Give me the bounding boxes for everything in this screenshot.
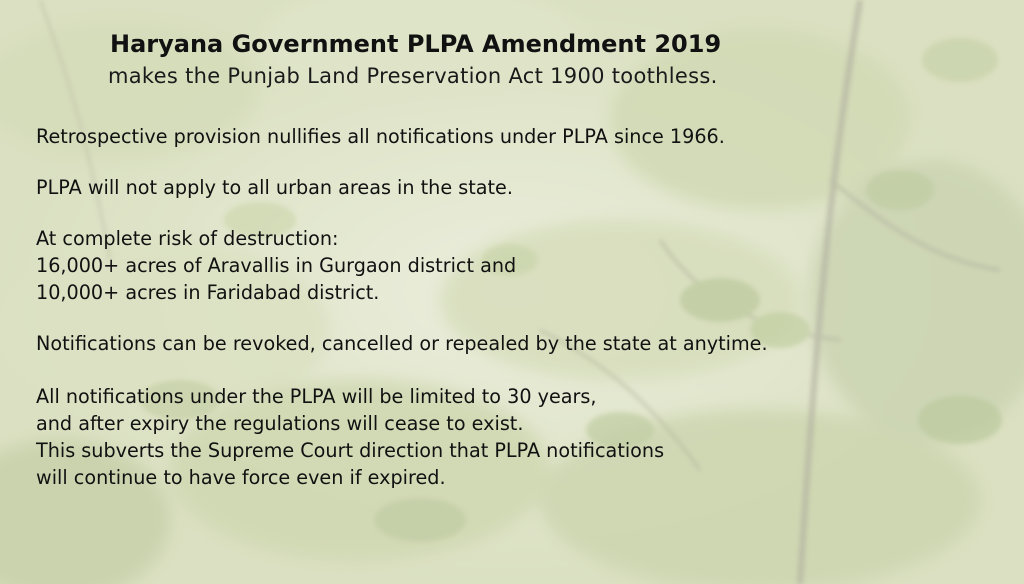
point-line: Retrospective provision nullifies all notifications under PLPA since 1966. — [36, 125, 725, 148]
key-points — [36, 123, 996, 515]
point-line: At complete risk of destruction: — [36, 227, 339, 250]
point-line: All notifications under the PLPA will be limited to 30 years, — [36, 385, 597, 408]
point-thirty-year-limit — [36, 383, 996, 491]
point-urban-areas — [36, 174, 996, 201]
point-line: Notifications can be revoked, cancelled or repealed by the state at anytime. — [36, 332, 768, 355]
point-risk-of-destruction — [36, 225, 996, 306]
point-revocation — [36, 330, 996, 357]
point-line: will continue to have force even if expired. — [36, 466, 446, 489]
page-subtitle: makes the Punjab Land Preservation Act 1900 toothless. — [108, 64, 718, 88]
point-line: 10,000+ acres in Faridabad district. — [36, 281, 380, 304]
point-retrospective — [36, 123, 996, 150]
point-line: and after expiry the regulations will cease to exist. — [36, 412, 524, 435]
point-line: PLPA will not apply to all urban areas in the state. — [36, 176, 513, 199]
point-line: This subverts the Supreme Court direction that PLPA notifications — [36, 439, 665, 462]
point-line: 16,000+ acres of Aravallis in Gurgaon district and — [36, 254, 517, 277]
page-title: Haryana Government PLPA Amendment 2019 — [110, 30, 722, 58]
